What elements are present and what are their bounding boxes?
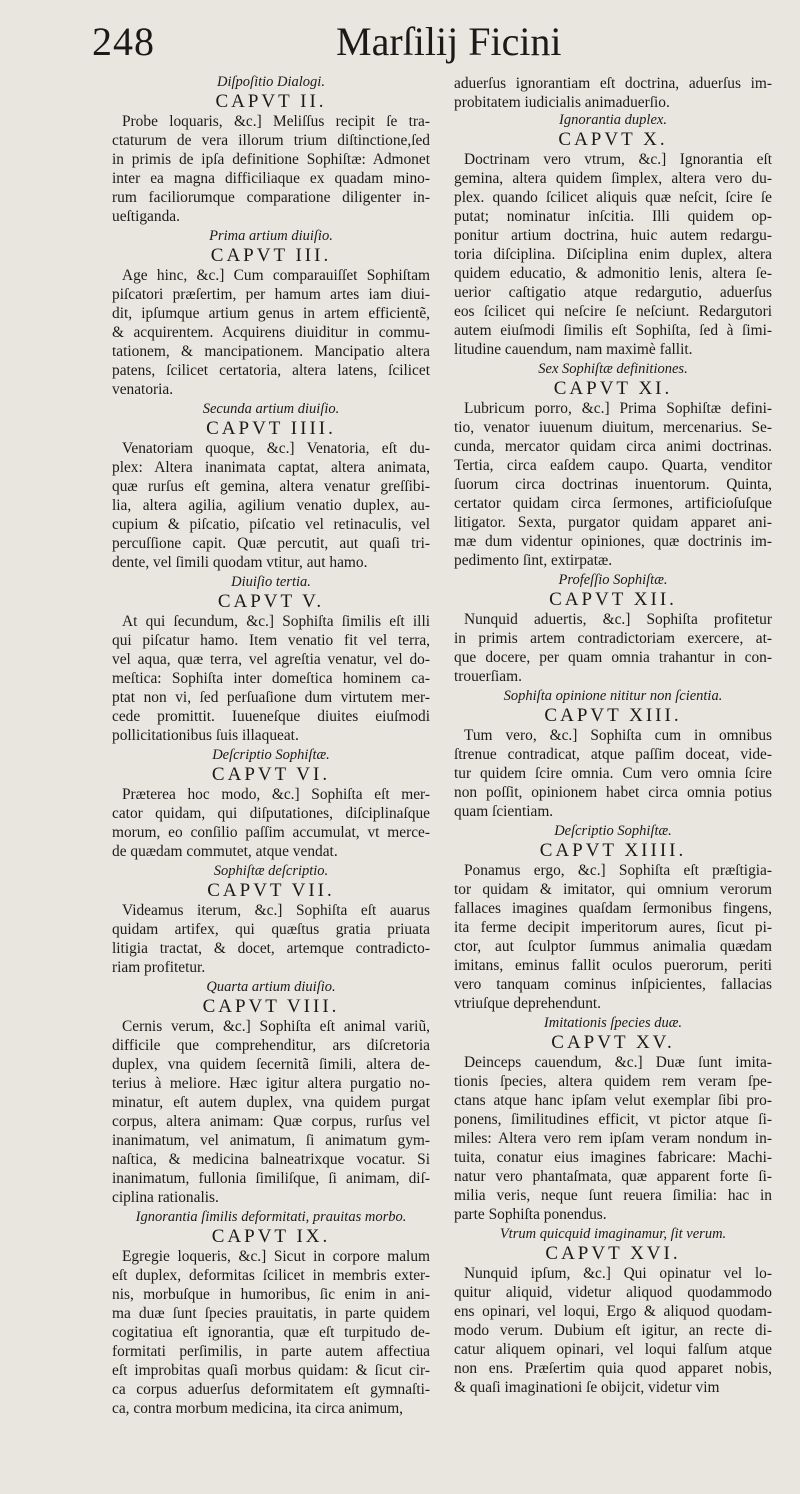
- caput-number: CAPVT IX.: [211, 1226, 331, 1247]
- text-line: formitati perſimilis, in parte autem affectiua: [112, 1343, 430, 1360]
- text-line: nis, morbuſque in humoribus, ſic enim in ani-: [112, 1286, 430, 1303]
- text-line: cede promittit. Iuueneſque diuites eiuſmodi: [112, 708, 430, 725]
- caput-number: CAPVT IIII.: [206, 418, 336, 439]
- text-line: Probe loquaris, &c.] Meliſſus recipit ſe tra-: [122, 113, 430, 130]
- chapter-heading: Profeſſio Sophiſtæ.: [558, 572, 668, 588]
- text-line: Lubricum porro, &c.] Prima Sophiſtæ defini-: [464, 400, 772, 417]
- text-line: difficile que comprehenditur, ars diſcretoria: [112, 1037, 430, 1054]
- caput-number: CAPVT X.: [558, 129, 668, 150]
- text-line: putat; nominatur inſcitia. Illi quidem op-: [454, 208, 772, 225]
- chapter-section: [112, 1209, 430, 1418]
- text-line: Videamus iterum, &c.] Sophiſta eſt auarus: [122, 902, 430, 919]
- text-line: Venatoriam quoque, &c.] Venatoria, eſt du-: [122, 440, 430, 457]
- text-line: vero tanquam cominus inſpicientes, fallacias: [454, 976, 772, 993]
- text-line: terius à meliore. Hæc igitur altera purgatio no-: [112, 1075, 430, 1092]
- chapter-section: [454, 1015, 772, 1224]
- text-line: mæ dum videntur opiniones, quæ doctrinis im-: [454, 533, 772, 550]
- text-line: corpus, altera animam: Quæ corpus, rurſus vel: [112, 1113, 430, 1130]
- text-line: non ens. Præſertim quia quod apparet nobis,: [454, 1360, 772, 1377]
- chapter-text: [112, 266, 430, 399]
- text-line: natur vero phantaſmata, quæ apparent forte ſi-: [454, 1168, 772, 1185]
- caput-number: CAPVT XV.: [551, 1032, 675, 1053]
- text-line: ca corpus aduerſus deformitatem eſt gymnaſti-: [112, 1381, 430, 1398]
- chapter-heading: Sex Sophiſtæ definitiones.: [538, 361, 688, 377]
- text-line: Ponamus ergo, &c.] Sophiſta eſt præſtigia-: [464, 862, 772, 879]
- chapter-text: [454, 1053, 772, 1224]
- text-line: Cernis verum, &c.] Sophiſta eſt animal variũ,: [122, 1018, 430, 1035]
- text-line: litudine cauendum, nam maximè fallit.: [454, 341, 693, 358]
- text-line: ponitur artium doctrina, huic autem redargu-: [454, 227, 772, 244]
- chapter-heading: Diuiſio tertia.: [231, 574, 311, 590]
- section-spacer: [112, 1418, 430, 1420]
- text-line: miles: Altera vero rem ipſam veram nondum in-: [454, 1130, 772, 1147]
- text-line: cupium & piſcatio, piſcatio vel retinaculis, vel: [112, 516, 430, 533]
- text-line: ptat non vi, ſed perſuaſione dum virtutem mer-: [112, 689, 430, 706]
- text-line: inanimatum, fullonia ſimiliſque, ſi animam, diſ-: [112, 1170, 430, 1187]
- text-line: tuita, conatur eius imagines fabricare: Machi-: [454, 1149, 772, 1166]
- text-line: quidam artifex, qui quæſtus gratia priuata: [112, 921, 430, 938]
- text-line: ctans atque hanc ipſam velut exemplar ſibi pro-: [454, 1092, 772, 1109]
- text-line: ſuorum circa doctrinas inuentorum. Quinta,: [454, 476, 772, 493]
- chapter-section: [112, 574, 430, 745]
- text-line: que docere, per quam omnia trahantur in con-: [454, 649, 772, 666]
- chapter-text: [112, 785, 430, 861]
- text-line: inter ea magna difficiliaque ex quadam mino-: [112, 170, 430, 187]
- chapter-text: [454, 610, 772, 686]
- text-line: eſt duplex, deformitas ſcilicet in membris exter-: [112, 1267, 430, 1284]
- text-line: naſtica, & medicina balneatrixque vocatur. Si: [112, 1151, 430, 1168]
- text-line: Tum vero, &c.] Sophiſta cum in omnibus: [464, 727, 772, 744]
- text-line: pedimento ſint, extirpatæ.: [454, 552, 613, 569]
- text-line: venatoria.: [112, 381, 174, 398]
- text-line: Præterea hoc modo, &c.] Sophiſta eſt mer-: [122, 786, 430, 803]
- text-line: Nunquid ipſum, &c.] Qui opinatur vel lo-: [464, 1265, 772, 1282]
- chapter-heading: Deſcriptio Sophiſtæ.: [554, 823, 672, 839]
- text-line: tationem, & mancipationem. Mancipatio altera: [112, 343, 430, 360]
- text-line: in primis artem contradictoriam exercere, at-: [454, 630, 772, 647]
- chapter-section: [112, 74, 430, 226]
- caput-number: CAPVT XI.: [553, 378, 673, 399]
- chapter-text: [112, 1017, 430, 1207]
- text-line: tor quidam & imitator, qui omnium verorum: [454, 881, 772, 898]
- chapter-heading: Secunda artium diuiſio.: [202, 401, 340, 417]
- chapter-section: [454, 823, 772, 1013]
- chapter-heading: Quarta artium diuiſio.: [206, 979, 336, 995]
- chapter-section: [454, 572, 772, 686]
- page-header: [0, 0, 800, 74]
- text-line: meſtica: Sophiſta inter domeſtica hominem ca-: [112, 670, 430, 687]
- text-line: quam ſcientiam.: [454, 803, 554, 820]
- text-line: imitans, eminus fallit oculos puerorum, periti: [454, 957, 772, 974]
- text-line: percuſſione capit. Quæ percutit, aut quaſi tri-: [112, 535, 430, 552]
- text-line: ens opinari, vel loqui, Ergo & aliquod quodam-: [454, 1303, 772, 1320]
- text-line: vel aqua, quæ terra, vel agreſtia venatur, vel do-: [112, 651, 430, 668]
- chapter-section: [454, 688, 772, 821]
- text-line: non poſſit, opinionem habet circa omnia potius: [454, 784, 772, 801]
- chapter-section: [454, 112, 772, 359]
- text-line: lia, altera agilia, agilium venatio duplex, au-: [112, 497, 430, 514]
- chapter-text: [454, 1264, 772, 1397]
- text-line: in primis de ipſa definitione Sophiſtæ: Admonet: [112, 151, 430, 168]
- text-line: modo verum. Dubium eſt igitur, an recte di-: [454, 1322, 772, 1339]
- text-line: ctaturum de vera illorum trium diſtinctione,ſed: [112, 132, 430, 149]
- text-line: ponens, ſimilitudines efficit, vt pictor atque ſi-: [454, 1111, 772, 1128]
- right-column: [454, 74, 772, 1399]
- text-line: morum, eo conſilio paſſim accumulat, vt merce-: [112, 824, 430, 841]
- caput-number: CAPVT III.: [210, 245, 332, 266]
- text-line: probitatem iudicialis animaduerſio.: [454, 94, 670, 111]
- chapter-text: [454, 861, 772, 1013]
- chapter-section: [112, 979, 430, 1207]
- text-line: de quædam commutet, atque vendat.: [112, 843, 338, 860]
- chapter-section: [112, 863, 430, 977]
- chapter-text: [112, 612, 430, 745]
- page-number: 248: [92, 19, 155, 64]
- text-line: ciplina rationalis.: [112, 1189, 219, 1206]
- chapter-heading: Prima artium diuiſio.: [209, 228, 333, 244]
- text-line: dit, ipſumque artium genus in artem efficientẽ,: [112, 305, 430, 322]
- text-line: rum faciliorumque comparatione diligenter in-: [112, 189, 430, 206]
- text-line: duplex, vna quidem ſecernitã ſimili, altera de-: [112, 1056, 430, 1073]
- text-line: certator quidam circa ſermones, artificioſuſque: [454, 495, 772, 512]
- text-line: patens, ſcilicet certatoria, altera latens, ſcilicet: [112, 362, 430, 379]
- text-line: qui piſcatur hamo. Item venatio fit vel terra,: [112, 632, 430, 649]
- text-line: litigia tractat, & docet, artemque contradicto-: [112, 940, 430, 957]
- text-line: tionis ſpecies, altera quidem rem veram ſpe-: [454, 1073, 772, 1090]
- continued-text: [454, 74, 772, 112]
- text-line: minatur, eſt autem duplex, vna quidem purgat: [112, 1094, 430, 1111]
- text-line: Tertia, circa eaſdem caupo. Quarta, venditor: [454, 457, 772, 474]
- text-line: tio, venator iuuenum diuitum, mercenarius. Se-: [454, 419, 772, 436]
- caput-number: CAPVT V.: [217, 591, 325, 612]
- text-line: cogitatiua eſt ignorantia, quæ eſt turpitudo de-: [112, 1324, 430, 1341]
- chapter-text: [112, 1247, 430, 1418]
- text-line: plex: Altera inanimata captat, altera animata,: [112, 459, 430, 476]
- chapter-heading: Ignorantia ſimilis deformitati, prauitas morbo.: [135, 1209, 407, 1225]
- text-line: cator quidam, qui diſputationes, diſciplinaſque: [112, 805, 430, 822]
- left-column: [112, 74, 430, 1420]
- text-line: ca, contra morbum medicina, ita circa animum,: [112, 1400, 404, 1417]
- chapter-section: [112, 747, 430, 861]
- text-line: toria diſciplina. Diſciplina enim duplex, altera: [454, 246, 772, 263]
- text-line: riam profitetur.: [112, 959, 206, 976]
- text-line: quidem educatio, & admonitio lenis, altera ſe-: [454, 265, 772, 282]
- caput-number: CAPVT VII.: [207, 880, 335, 901]
- text-line: pollicitationibus ſuis illaqueat.: [112, 727, 299, 744]
- text-line: Nunquid aduertis, &c.] Sophiſta profitetur: [464, 611, 772, 628]
- chapter-text: [112, 901, 430, 977]
- text-line: aduerſus ignorantiam eſt doctrina, aduerſus im-: [454, 75, 772, 92]
- text-line: piſcatori præſertim, per hamum artes iam diui-: [112, 286, 430, 303]
- caput-number: CAPVT VI.: [211, 764, 331, 785]
- text-line: autem eiuſmodi ſimilis eſt Sophiſta, ſed à ſimi-: [454, 322, 772, 339]
- chapter-text: [454, 399, 772, 570]
- caput-number: CAPVT XVI.: [545, 1243, 681, 1264]
- text-line: parte Sophiſta ponendus.: [454, 1206, 607, 1223]
- caput-number: CAPVT VIII.: [202, 996, 340, 1017]
- chapter-text: [454, 726, 772, 821]
- text-line: quitur aliquid, videtur aliquod quodammodo: [454, 1284, 772, 1301]
- text-line: milia veris, neque ſunt reuera ſimilia: hac in: [454, 1187, 772, 1204]
- text-line: eſt improbitas quaſi morbus quidam: & ſicut cir-: [112, 1362, 430, 1379]
- chapter-text: [112, 439, 430, 572]
- text-line: catur aliquem opinari, vel loqui falſum atque: [454, 1341, 772, 1358]
- text-line: quæ rurſus eſt gemina, altera venatur greſſibi-: [112, 478, 430, 495]
- text-line: uerior caſtigatio atque redargutio, aduerſus: [454, 284, 772, 301]
- chapter-section: [454, 1226, 772, 1397]
- text-line: eos ſcilicet qui neſcire ſe neſciunt. Redargutori: [454, 303, 772, 320]
- text-line: ita ferme decipit imperitorum aures, ſicut pi-: [454, 919, 772, 936]
- running-title: Marſilij Ficini: [336, 19, 562, 64]
- chapter-section: [454, 361, 772, 570]
- text-line: tur quidem ſcire omnia. Cum vero omnia ſcire: [454, 765, 772, 782]
- text-line: vtriuſque deprehendunt.: [454, 995, 602, 1012]
- text-line: & acquirentem. Acquirens diuiditur in commu-: [112, 324, 430, 341]
- text-line: Egregie loqueris, &c.] Sicut in corpore malum: [122, 1248, 430, 1265]
- text-line: Deinceps cauendum, &c.] Duæ ſunt imita-: [464, 1054, 772, 1071]
- text-line: Age hinc, &c.] Cum comparauiſſet Sophiſtam: [122, 267, 430, 284]
- chapter-heading: Imitationis ſpecies duæ.: [543, 1015, 683, 1031]
- chapter-section: [112, 228, 430, 399]
- text-line: inanimatum, vel animatum, ſi animatum gym-: [112, 1132, 430, 1149]
- section-spacer: [454, 1397, 772, 1399]
- text-line: trouerſiam.: [454, 668, 522, 685]
- text-line: ma duæ ſunt ſpecies prauitatis, in parte quidem: [112, 1305, 430, 1322]
- text-line: ſtrenue contradicat, atque paſſim doceat, vide-: [454, 746, 772, 763]
- chapter-heading: Sophiſtæ deſcriptio.: [213, 863, 329, 879]
- text-line: plex. quando ſcilicet aliquis quæ neſcit, ſcire ſe: [454, 189, 772, 206]
- text-line: dente, vel ſimili quodam vtitur, aut hamo.: [112, 554, 368, 571]
- chapter-heading: Sophiſta opinione nititur non ſcientia.: [503, 688, 723, 704]
- text-line: litigator. Sexta, purgator quidam apparet ani-: [454, 514, 772, 531]
- chapter-text: [454, 150, 772, 359]
- text-line: Doctrinam vero vtrum, &c.] Ignorantia eſt: [464, 151, 772, 168]
- chapter-heading: Ignorantia duplex.: [559, 112, 667, 128]
- chapter-heading: Vtrum quicquid imaginamur, ſit verum.: [499, 1226, 727, 1242]
- caput-number: CAPVT II.: [215, 91, 327, 112]
- text-line: cunda, mercator quidam circa animi doctrinas.: [454, 438, 772, 455]
- chapter-heading: Diſpoſitio Dialogi.: [217, 74, 325, 90]
- chapter-text: [112, 112, 430, 226]
- text-line: fallaces imagines quaſdam ſermonibus fingens,: [454, 900, 772, 917]
- chapter-heading: Deſcriptio Sophiſtæ.: [212, 747, 330, 763]
- text-line: & quaſi imaginationi ſe obijcit, videtur vim: [454, 1379, 720, 1396]
- text-line: At qui ſecundum, &c.] Sophiſta ſimilis eſt illi: [122, 613, 430, 630]
- caput-number: CAPVT XII.: [549, 589, 677, 610]
- caput-number: CAPVT XIII.: [544, 705, 682, 726]
- text-line: gemina, altera quidem ſimplex, altera vero du-: [454, 170, 772, 187]
- chapter-section: [112, 401, 430, 572]
- text-line: ctor, aut ſculptor ſummus animalia quædam: [454, 938, 772, 955]
- text-line: ueſtiganda.: [112, 208, 180, 225]
- caput-number: CAPVT XIIII.: [539, 840, 687, 861]
